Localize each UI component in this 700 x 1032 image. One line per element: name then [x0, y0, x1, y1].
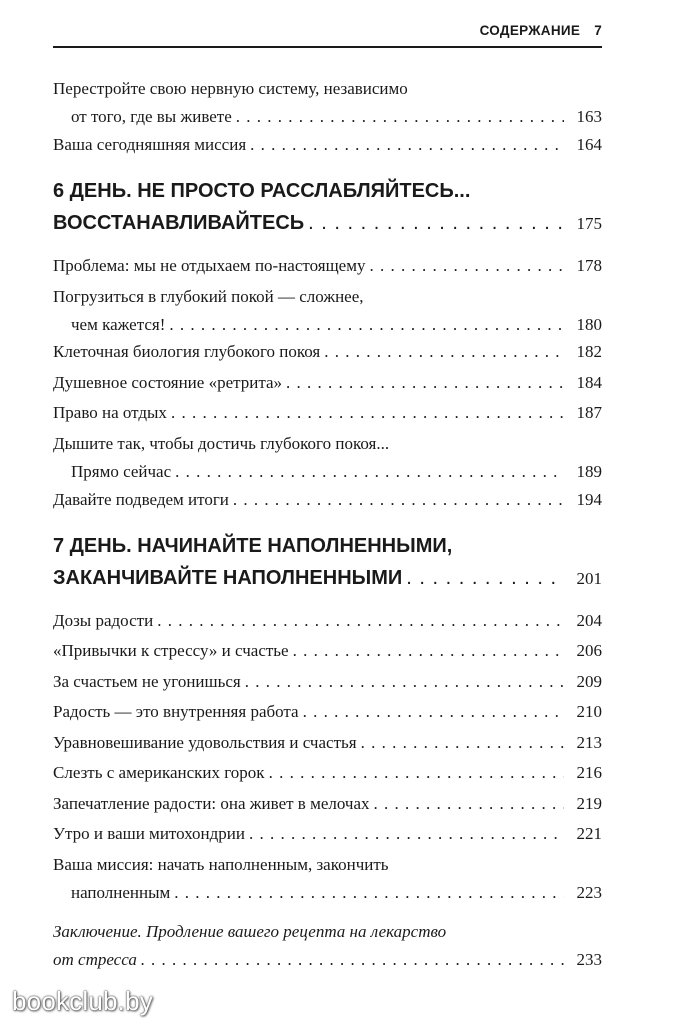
toc-entry-page: 194	[576, 490, 602, 509]
toc-entry	[53, 369, 602, 397]
toc-entry-page: 178	[576, 256, 602, 275]
toc-entry-title-cont: чем кажется!	[71, 315, 166, 334]
toc-entry-title: Уравновешивание удовольствия и счастья	[53, 733, 357, 752]
toc-entry-title: Давайте подведем итоги	[53, 490, 229, 509]
toc-chapter-title-cont: ЗАКАНЧИВАЙТЕ НАПОЛНЕННЫМИ	[53, 567, 403, 589]
leader-dots	[233, 486, 564, 514]
leader-dots	[374, 790, 564, 818]
leader-dots	[236, 103, 564, 131]
toc-entry	[53, 430, 602, 486]
header-divider	[53, 46, 602, 48]
toc-entry-page: 210	[576, 702, 602, 721]
toc-entry-title-cont: наполненным	[71, 883, 171, 902]
toc-chapter-entry	[53, 175, 602, 239]
toc-entry-page: 219	[576, 794, 602, 813]
leader-dots	[361, 729, 564, 757]
toc-entry-title: Перестройте свою нервную систему, независимо	[53, 79, 408, 98]
toc-entry-title-cont: от стресса	[53, 950, 137, 969]
toc-entry-title: Слезть с американских горок	[53, 763, 265, 782]
toc-entry-title: Заключение. Продление вашего рецепта на лекарство	[53, 922, 447, 941]
toc-entry	[53, 283, 602, 339]
toc-entry-title-cont: Прямо сейчас	[71, 462, 172, 481]
toc-entry-title: Дышите так, чтобы достичь глубокого покоя...	[53, 434, 390, 453]
leader-dots	[141, 946, 564, 974]
toc-entry	[53, 668, 602, 696]
toc-chapter-entry	[53, 530, 602, 594]
toc-entry	[53, 252, 602, 280]
toc-entry-title: Ваша сегодняшняя миссия	[53, 135, 247, 154]
toc-entry-page: 180	[576, 315, 602, 334]
leader-dots	[175, 458, 564, 486]
toc-entry	[53, 820, 602, 848]
toc-entry-title: Погрузиться в глубокий покой — сложнее,	[53, 287, 364, 306]
toc-entry-title: За счастьем не угонишься	[53, 672, 241, 691]
toc-entry-title: Право на отдых	[53, 403, 167, 422]
leader-dots	[174, 879, 564, 907]
toc-entry-page: 206	[576, 641, 602, 660]
toc-entry	[53, 637, 602, 665]
toc-entry	[53, 607, 602, 635]
toc-entry-page: 221	[576, 824, 602, 843]
toc-entry-page: 163	[576, 107, 602, 126]
leader-dots	[303, 698, 564, 726]
toc-entry-page: 201	[576, 569, 602, 588]
leader-dots	[171, 399, 564, 427]
toc-entry-title: Запечатление радости: она живет в мелочах	[53, 794, 370, 813]
toc-entry	[53, 75, 602, 131]
leader-dots	[293, 637, 564, 665]
leader-dots	[169, 311, 564, 339]
leader-dots	[269, 759, 564, 787]
toc-entry-page: 184	[576, 373, 602, 392]
toc-entry-title: Ваша миссия: начать наполненным, закончить	[53, 855, 389, 874]
toc-entry-title: Душевное состояние «ретрита»	[53, 373, 283, 392]
toc-entry	[53, 338, 602, 366]
leader-dots	[249, 820, 564, 848]
toc-chapter-title: 6 ДЕНЬ. НЕ ПРОСТО РАССЛАБЛЯЙТЕСЬ...	[53, 180, 471, 202]
toc-chapter-title: 7 ДЕНЬ. НАЧИНАЙТЕ НАПОЛНЕННЫМИ,	[53, 535, 453, 557]
toc-entry-page: 204	[576, 611, 602, 630]
toc-entry-page: 223	[576, 883, 602, 902]
toc-conclusion-entry	[53, 918, 602, 974]
toc-entry-page: 164	[576, 135, 602, 154]
toc-entry	[53, 131, 602, 159]
leader-dots	[286, 369, 564, 397]
toc-entry-page: 182	[576, 342, 602, 361]
toc-chapter-title-cont: ВОССТАНАВЛИВАЙТЕСЬ	[53, 212, 305, 234]
leader-dots	[308, 207, 564, 239]
toc-entry-title-cont: от того, где вы живете	[71, 107, 232, 126]
toc-entry	[53, 759, 602, 787]
leader-dots	[250, 131, 564, 159]
watermark: bookclub.by	[12, 986, 153, 1016]
toc-entry	[53, 698, 602, 726]
toc-entry-title: Утро и ваши митохондрии	[53, 824, 245, 843]
toc-entry-page: 216	[576, 763, 602, 782]
toc-entry-page: 187	[576, 403, 602, 422]
toc-entry-page: 175	[576, 214, 602, 233]
toc-entry-title: Проблема: мы не отдыхаем по-настоящему	[53, 256, 366, 275]
leader-dots	[406, 562, 564, 594]
leader-dots	[245, 668, 564, 696]
toc-entry-page: 209	[576, 672, 602, 691]
toc-entry-title: Дозы радости	[53, 611, 154, 630]
toc-entry	[53, 399, 602, 427]
page-number: 7	[594, 22, 602, 38]
running-header-title: СОДЕРЖАНИЕ	[479, 22, 581, 38]
toc-entry-page: 233	[576, 950, 602, 969]
toc-entry	[53, 486, 602, 514]
toc-entry	[53, 790, 602, 818]
toc-entry	[53, 729, 602, 757]
toc-entry-page: 213	[576, 733, 602, 752]
leader-dots	[157, 607, 564, 635]
leader-dots	[369, 252, 564, 280]
running-header	[470, 16, 602, 44]
toc-entry-title: Радость — это внутренняя работа	[53, 702, 299, 721]
toc-entry-page: 189	[576, 462, 602, 481]
leader-dots	[324, 338, 564, 366]
toc-entry	[53, 851, 602, 907]
toc-entry-title: Клеточная биология глубокого покоя	[53, 342, 321, 361]
toc-entry-title: «Привычки к стрессу» и счастье	[53, 641, 289, 660]
